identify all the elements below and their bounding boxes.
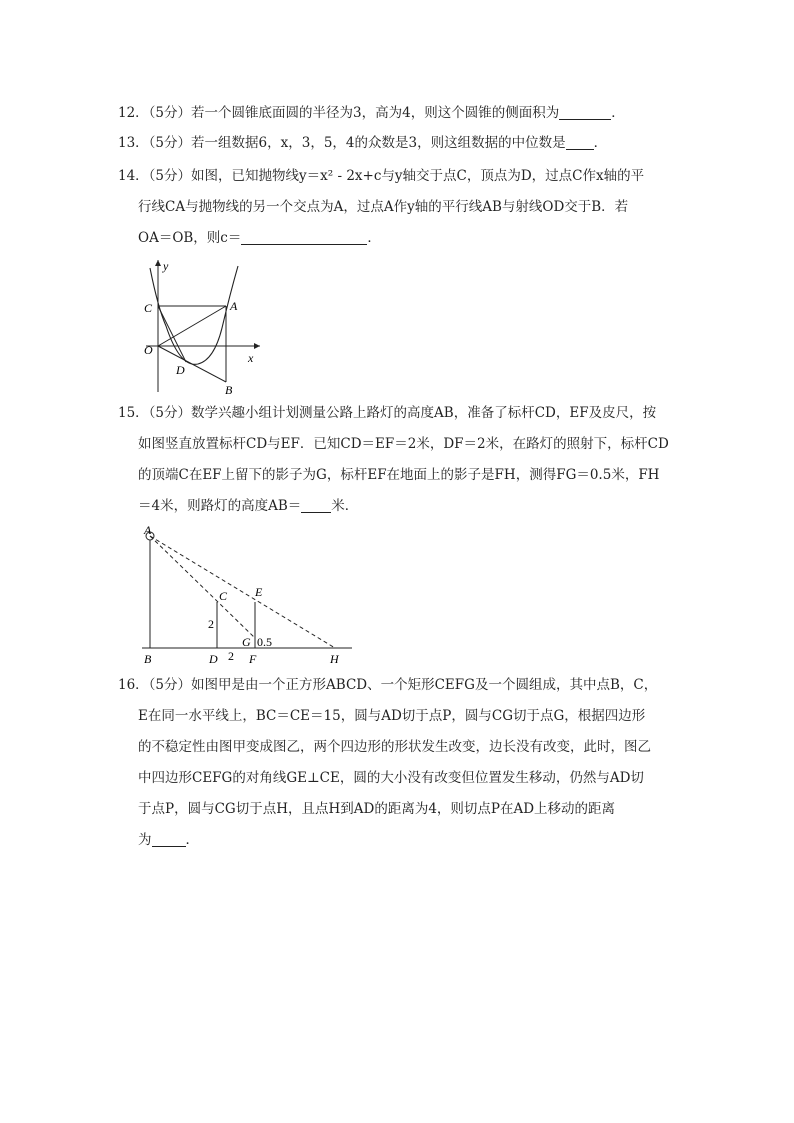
question-16-line-5 [138, 800, 615, 818]
q13-answer-blank[interactable] [566, 135, 594, 150]
label-df-length: 2 [228, 649, 234, 663]
q16-text-5: 于点P，圆与CG切于点H，且点H到AD的距离为4，则切点P在AD上移动的距离 [138, 801, 616, 817]
label-fg-length: 0.5 [257, 635, 272, 649]
q16-text-3: 的不稳定性由图甲变成图乙，两个四边形的形状发生改变，边长没有改变，此时，图乙 [138, 739, 651, 755]
question-15-line-3 [138, 466, 659, 484]
q15-end: 米． [331, 498, 359, 514]
label-cd-length: 2 [208, 617, 214, 631]
q14-text-2: 行线CA与抛物线的另一个交点为A，过点A作y轴的平行线AB与射线OD交于B．若 [138, 199, 629, 215]
q12-text: 若一个圆锥底面圆的半径为3，高为4，则这个圆锥的侧面积为 [191, 105, 560, 121]
question-14-line-1 [118, 167, 644, 185]
q14-number: 14．（5分） [118, 168, 192, 184]
q12-answer-blank[interactable] [559, 105, 611, 120]
label-a: A [230, 299, 238, 313]
q15-answer-blank[interactable] [301, 498, 331, 513]
label-b: B [225, 383, 233, 396]
question-14-line-2 [138, 198, 628, 216]
label-a: A [144, 524, 152, 537]
q16-text-6: 为 [138, 832, 152, 848]
question-16-line-6 [138, 831, 199, 849]
label-y: y [163, 259, 169, 273]
label-x: x [248, 351, 254, 365]
question-12 [118, 104, 625, 122]
q16-text-2: E在同一水平线上，BC＝CE＝15，圆与AD切于点P，圆与CG切于点G，根据四边形 [138, 708, 646, 724]
q15-text-3: 的顶端C在EF上留下的影子为G，标杆EF在地面上的影子是FH，测得FG＝0.5米，FH [138, 467, 660, 483]
q14-text-3: OA＝OB，则c＝ [138, 230, 242, 246]
q15-number: 15．（5分） [118, 405, 192, 421]
q15-text-4: ＝4米，则路灯的高度AB＝ [138, 498, 302, 514]
q16-end: ． [185, 832, 199, 848]
label-h: H [330, 652, 339, 666]
q14-answer-blank[interactable] [241, 230, 367, 245]
label-c: C [144, 301, 153, 315]
q16-number: 16．（5分） [118, 677, 192, 693]
q13-text: 若一组数据6，x，3，5，4的众数是3，则这组数据的中位数是 [191, 135, 566, 151]
question-16-line-2 [138, 707, 645, 725]
question-16-line-3 [138, 738, 651, 756]
label-d: D [176, 363, 185, 377]
label-f: F [249, 652, 257, 666]
label-d: D [209, 652, 218, 666]
question-16-line-4 [138, 769, 644, 787]
q13-number: 13．（5分） [118, 135, 192, 151]
q12-end: ． [611, 105, 625, 121]
q13-end: ． [593, 135, 608, 151]
q16-text-4: 中四边形CEFG的对角线GE⊥CE，圆的大小没有改变但位置发生移动，仍然与AD切 [138, 770, 644, 786]
label-b: B [144, 652, 152, 666]
label-o: O [144, 343, 153, 357]
y-axis-arrow-icon [155, 260, 161, 266]
light-ray-through-e [150, 536, 335, 648]
q15-text-1: 数学兴趣小组计划测量公路上路灯的高度AB，准备了标杆CD，EF及皮尺，按 [191, 405, 657, 421]
q15-streetlight-figure [138, 524, 358, 670]
q14-text-1: 如图，已知抛物线y＝x² - 2x+c与y轴交于点C，顶点为D，过点C作x轴的平 [191, 168, 645, 184]
x-axis-arrow-icon [254, 343, 260, 349]
q12-number: 12．（5分） [118, 105, 192, 121]
label-e: E [255, 585, 263, 599]
question-16-line-1 [118, 676, 657, 694]
ray-od [158, 346, 226, 382]
q16-text-1: 如图甲是由一个正方形ABCD、一个矩形CEFG及一个圆组成，其中点B，C， [191, 677, 658, 693]
q16-answer-blank[interactable] [152, 832, 186, 847]
question-15-line-2 [138, 435, 669, 453]
question-15-line-4 [138, 497, 358, 515]
question-13 [118, 134, 607, 152]
q15-text-2: 如图竖直放置标杆CD与EF．已知CD＝EF＝2米，DF＝2米，在路灯的照射下，标杆CD [138, 436, 669, 452]
parabola-curve [150, 266, 238, 364]
label-g: G [242, 635, 251, 649]
question-15-line-1 [118, 404, 656, 422]
question-14-line-3 [138, 229, 381, 247]
label-c: C [219, 589, 228, 603]
q14-end: ． [367, 230, 381, 246]
light-ray-through-c [150, 536, 255, 638]
q14-parabola-figure [138, 256, 268, 396]
